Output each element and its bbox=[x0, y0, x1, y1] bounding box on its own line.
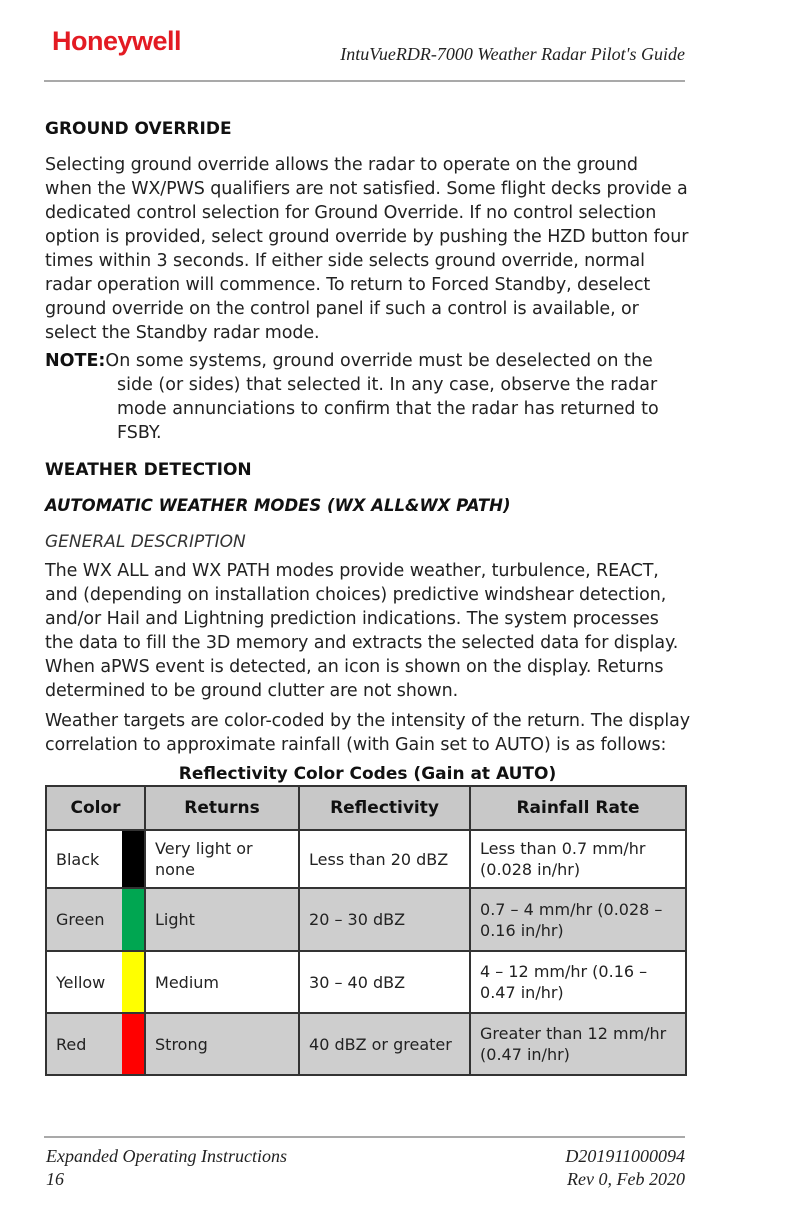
reflectivity-table bbox=[45, 785, 687, 1076]
honeywell-logo: Honeywell bbox=[52, 26, 182, 56]
header-returns: Returns bbox=[145, 786, 299, 830]
color-name-cell: Black bbox=[46, 830, 122, 888]
color-swatch bbox=[122, 888, 145, 951]
reflectivity-cell: 20 – 30 dBZ bbox=[299, 888, 470, 951]
reflectivity-cell: 30 – 40 dBZ bbox=[299, 951, 470, 1013]
ground-override-paragraph: Selecting ground override allows the radar to operate on the ground when the WX/PWS qualifiers are not satisfied. Some flight decks provide a dedicated control selection for Ground Override. If no control selection option is provided, select ground override by pushing the HZD button four times within 3 seconds. If either side selects ground override, normal radar operation will commence. To return to Forced Standby, deselect ground override on the control panel if such a control is available, or select the Standby radar mode. bbox=[45, 155, 689, 343]
table-caption: Reflectivity Color Codes (Gain at AUTO) bbox=[178, 764, 557, 784]
color-name-cell: Red bbox=[46, 1013, 122, 1075]
rainfall-cell: 4 – 12 mm/hr (0.16 – 0.47 in/hr) bbox=[470, 951, 686, 1013]
note-label: NOTE: bbox=[45, 351, 106, 371]
header-reflectivity: Reflectivity bbox=[299, 786, 470, 830]
returns-cell: Medium bbox=[145, 951, 299, 1013]
weather-detection-paragraph-2: Weather targets are color-coded by the intensity of the return. The display correlation to approximate rainfall (with Gain set to AUTO) is as follows: bbox=[45, 711, 690, 755]
color-swatch bbox=[122, 1013, 145, 1075]
note-text-rest: side (or sides) that selected it. In any case, observe the radar mode annunciations to confirm that the radar has returned to FSBY. bbox=[117, 375, 659, 443]
footer-document-number: D201911000094 bbox=[565, 1146, 685, 1166]
returns-cell: Light bbox=[145, 888, 299, 951]
color-swatch bbox=[122, 830, 145, 888]
note-text-first: On some systems, ground override must be deselected on the bbox=[105, 351, 653, 371]
weather-detection-paragraph-1: The WX ALL and WX PATH modes provide weather, turbulence, REACT, and (depending on installation choices) predictive windshear detection, and/or Hail and Lightning prediction indications. The system processes the data to fill the 3D memory and extracts the selected data for display. When aPWS event is detected, an icon is shown on the display. Returns determined to be ground clutter are not shown. bbox=[45, 561, 679, 701]
ground-override-note bbox=[45, 349, 690, 445]
table-row bbox=[46, 830, 686, 888]
footer-right bbox=[565, 1145, 685, 1191]
footer-revision: Rev 0, Feb 2020 bbox=[567, 1169, 685, 1189]
footer-page-number: 16 bbox=[46, 1169, 64, 1189]
header-divider bbox=[44, 80, 685, 82]
document-title: IntuVueRDR-7000 Weather Radar Pilot's Guide bbox=[340, 44, 685, 64]
color-swatch bbox=[122, 951, 145, 1013]
general-description-heading: GENERAL DESCRIPTION bbox=[45, 532, 246, 552]
table-row bbox=[46, 1013, 686, 1075]
ground-override-heading: GROUND OVERRIDE bbox=[45, 119, 232, 139]
header-color: Color bbox=[46, 786, 145, 830]
color-name-cell: Yellow bbox=[46, 951, 122, 1013]
rainfall-cell: Greater than 12 mm/hr (0.47 in/hr) bbox=[470, 1013, 686, 1075]
rainfall-cell: 0.7 – 4 mm/hr (0.028 – 0.16 in/hr) bbox=[470, 888, 686, 951]
automatic-weather-modes-heading: AUTOMATIC WEATHER MODES (WX ALL&WX PATH) bbox=[45, 496, 511, 515]
table-row bbox=[46, 951, 686, 1013]
reflectivity-cell: 40 dBZ or greater bbox=[299, 1013, 470, 1075]
color-name-cell: Green bbox=[46, 888, 122, 951]
table-row bbox=[46, 888, 686, 951]
footer-divider bbox=[44, 1136, 685, 1138]
header-rainfall-rate: Rainfall Rate bbox=[470, 786, 686, 830]
rainfall-cell: Less than 0.7 mm/hr (0.028 in/hr) bbox=[470, 830, 686, 888]
footer-manual-title: Expanded Operating Instructions bbox=[46, 1146, 287, 1166]
footer-left bbox=[46, 1145, 287, 1191]
weather-detection-heading: WEATHER DETECTION bbox=[45, 460, 252, 480]
returns-cell: Strong bbox=[145, 1013, 299, 1075]
reflectivity-cell: Less than 20 dBZ bbox=[299, 830, 470, 888]
returns-cell: Very light or none bbox=[145, 830, 299, 888]
main-content bbox=[45, 118, 690, 1076]
table-header-row bbox=[46, 786, 686, 830]
